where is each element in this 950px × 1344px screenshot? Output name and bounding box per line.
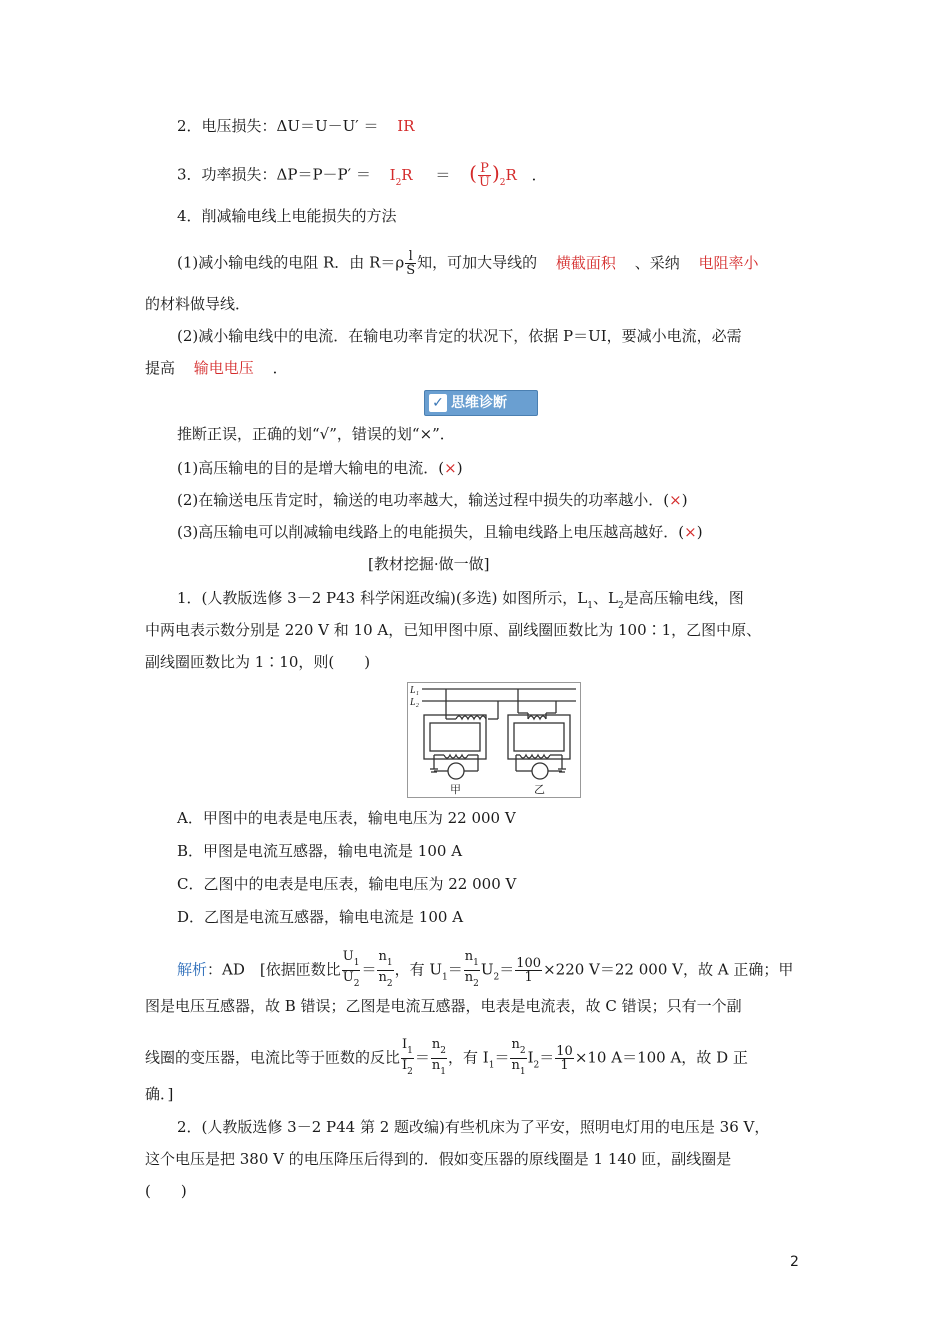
g3n: n (511, 1037, 520, 1052)
judge-item-1 (177, 458, 463, 478)
power-loss-answer-i: I (389, 165, 396, 184)
sol-b: ，有 U (394, 960, 442, 979)
sol-eq-2: ＝ (414, 1048, 430, 1067)
solution-line-4: 确．] (145, 1085, 174, 1103)
q1-sub-2: 2 (617, 601, 624, 611)
sol-frac-2 (377, 950, 393, 991)
reduce-resistance-text-a: (1)减小输电线的电阻 R．由 R＝ρ (177, 253, 405, 272)
sol-frac-6 (431, 1038, 447, 1079)
judge-item-2 (177, 490, 688, 510)
judge-1-mark: × (444, 459, 457, 477)
resistance-fraction (405, 250, 416, 277)
g2d-sub: 1 (440, 1067, 447, 1077)
f2d: n (378, 970, 387, 985)
sol-line3d: I (527, 1048, 534, 1067)
power-loss-tail: R (505, 165, 517, 184)
q1-text-c: 是高压输电线，图 (623, 589, 744, 607)
f1n-sub: 1 (353, 958, 360, 968)
judge-item-3 (177, 522, 703, 542)
label-l1: L₁ (410, 685, 420, 696)
g2n: n (431, 1037, 441, 1052)
g2n-sub: 2 (440, 1046, 447, 1056)
reduce-resistance-text-c: 、采纳 (634, 253, 680, 272)
q2-line-1: 2．(人教版选修 3－2 P44 第 2 题改编)有些机床为了平安，照明电灯用的电压是 36 V， (177, 1118, 770, 1136)
f1d: U (342, 970, 354, 985)
sol-c-sub: 2 (493, 972, 500, 983)
g3n-sub: 2 (519, 1046, 526, 1056)
sol-b-sub: 1 (442, 972, 448, 983)
g3d-sub: 1 (519, 1067, 526, 1077)
g1n: I (402, 1037, 408, 1052)
power-loss-sup2: 2 (499, 177, 506, 188)
option-a: A．甲图中的电表是电压表，输电电压为 22 000 V (177, 809, 516, 827)
judge-instructions: 推断正误，正确的划“√”，错误的划“×”． (177, 425, 455, 443)
sol-line3c: ＝ (494, 1048, 510, 1067)
option-d: D．乙图是电流互感器，输电电流是 100 A (177, 908, 464, 926)
power-loss-frac-num: P (478, 162, 491, 176)
label-jia: 甲 (450, 783, 461, 796)
g4d: 1 (560, 1058, 569, 1073)
judge-3-mark: × (684, 523, 697, 541)
q1-text-a: 1．(人教版选修 3－2 P43 科学闲逛改编)(多选) 如图所示，L (177, 589, 588, 607)
check-icon: ✓ (429, 394, 447, 412)
sol-line3b: ，有 I (448, 1048, 489, 1067)
f1n: U (342, 949, 354, 964)
badge-label: 思维诊断 (451, 395, 507, 411)
sol-frac-3 (464, 950, 480, 991)
judge-3-text: (3)高压输电可以削减输电线路上的电能损失，且输电线路上电压越高越好．( (177, 523, 685, 541)
raise-text: 提高 (145, 359, 176, 377)
q2-line-2: 这个电压是把 380 V 的电压降压后得到的．假如变压器的原线圈是 1 140 匝，副线圈是 (145, 1150, 732, 1168)
f3d-sub: 2 (473, 979, 479, 989)
power-loss-text: 3．功率损失：ΔP＝P－P′ ＝ (177, 165, 371, 184)
option-c: C．乙图中的电表是电压表，输电电压为 22 000 V (177, 875, 517, 893)
power-loss-line (177, 162, 547, 193)
f3d: n (464, 970, 474, 985)
sol-c: U (480, 960, 494, 979)
solution-line-3 (145, 1038, 748, 1079)
q1-line-1 (177, 588, 744, 616)
f2n: n (378, 949, 387, 964)
reduce-current-cont (145, 358, 288, 378)
label-l2: L₂ (410, 697, 420, 708)
solution-label: 解析 (177, 960, 208, 979)
q1-line-2: 中两电表示数分别是 220 V 和 10 A，已知甲图中原、副线圈匝数比为 100∶1，乙图中原、 (145, 621, 762, 639)
q1-line-3: 副线圈匝数比为 1∶10，则( ) (145, 653, 371, 671)
sol-line3f: ×10 A＝100 A，故 D 正 (574, 1048, 748, 1067)
voltage-loss-answer: IR (397, 117, 415, 135)
page-number: 2 (790, 1254, 799, 1270)
f4d: 1 (524, 970, 533, 985)
power-loss-answer-2: ( $\frac{P}{U}$ )$_2R$ (469, 160, 517, 190)
cross-section-answer: 横截面积 (555, 253, 616, 272)
judge-2-mark: × (669, 491, 682, 509)
power-loss-answer-1 (389, 165, 413, 188)
f2d-sub: 2 (386, 979, 393, 989)
g1n-sub: 1 (407, 1046, 413, 1056)
g4n: 10 (556, 1044, 573, 1059)
power-loss-fraction (478, 162, 491, 189)
judge-2-close: ) (681, 491, 688, 509)
judge-2-text: (2)在输送电压肯定时，输送的电功率越大，输送过程中损失的功率越小．( (177, 491, 670, 509)
judge-1-close: ) (456, 459, 463, 477)
power-loss-frac-den: U (478, 175, 490, 190)
sol-e: ×220 V＝22 000 V，故 A 正确；甲 (543, 960, 794, 979)
g1d-sub: 2 (407, 1067, 413, 1077)
resistivity-answer: 电阻率小 (698, 253, 759, 272)
thinking-diagnosis-badge (424, 390, 538, 416)
q1-sub-1: 1 (587, 601, 593, 611)
sol-line3a: 线圈的变压器，电流比等于匝数的反比 (145, 1048, 401, 1067)
solution-line-1 (177, 950, 793, 991)
reduce-current-line: (2)减小输电线中的电流．在输电功率肯定的状况下，依据 P＝UI，要减小电流，必需 (177, 327, 742, 345)
transformer-diagram (408, 683, 580, 797)
sol-b2: ＝ (447, 960, 463, 979)
sol-line3e: ＝ (539, 1048, 555, 1067)
reduce-resistance-text-b: 知，可加大导线的 (417, 253, 538, 272)
sol-frac-7 (510, 1038, 526, 1079)
f4n: 100 (516, 956, 542, 971)
power-loss-answer-sup: 2 (395, 177, 402, 188)
f1d-sub: 2 (353, 979, 360, 989)
sol-line3d-sub: 2 (533, 1060, 540, 1071)
raise-end: ． (272, 359, 288, 377)
section-heading: [教材挖掘·做一做] (368, 555, 490, 573)
sol-line3b-sub: 1 (488, 1060, 495, 1071)
label-yi: 乙 (534, 783, 545, 796)
sol-d: ＝ (499, 960, 515, 979)
f3n: n (464, 949, 474, 964)
method-heading: 4．削减输电线上电能损失的方法 (177, 207, 397, 225)
transformer-figure (407, 682, 581, 798)
judge-3-close: ) (696, 523, 703, 541)
sol-frac-1 (342, 950, 361, 991)
option-b: B．甲图是电流互感器，输电电流是 100 A (177, 842, 463, 860)
g3d: n (511, 1058, 520, 1073)
q2-line-3: ( ) (145, 1182, 187, 1200)
f2n-sub: 1 (386, 958, 393, 968)
q1-text-b: 、L (593, 589, 618, 607)
voltage-loss-line (177, 116, 415, 136)
judge-1-text: (1)高压输电的目的是增大输电的电流．( (177, 459, 445, 477)
g2d: n (431, 1058, 441, 1073)
sol-eq: ＝ (361, 960, 377, 979)
sol-frac-4 (515, 957, 542, 984)
solution-line-2: 图是电压互感器，故 B 错误；乙图是电流互感器，电表是电流表，故 C 错误；只有一个副 (145, 997, 742, 1015)
sol-frac-5 (401, 1038, 414, 1079)
voltage-loss-text: 2．电压损失：ΔU＝U－U′ ＝ (177, 117, 379, 135)
f3n-sub: 1 (473, 958, 479, 968)
solution-colon: ： (207, 960, 223, 979)
g1d: I (402, 1058, 408, 1073)
raise-voltage-answer: 输电电压 (193, 359, 254, 377)
power-loss-end: ． (531, 165, 547, 184)
power-loss-answer-r: R (401, 165, 413, 184)
solution-a: AD [依据匝数比 (222, 960, 341, 979)
resistance-frac-den: S (406, 263, 416, 278)
reduce-resistance-line (177, 250, 759, 277)
reduce-resistance-cont: 的材料做导线． (145, 295, 251, 313)
sol-frac-8 (555, 1045, 574, 1072)
resistance-frac-num: l (405, 250, 416, 264)
power-loss-equals: ＝ (435, 165, 451, 184)
